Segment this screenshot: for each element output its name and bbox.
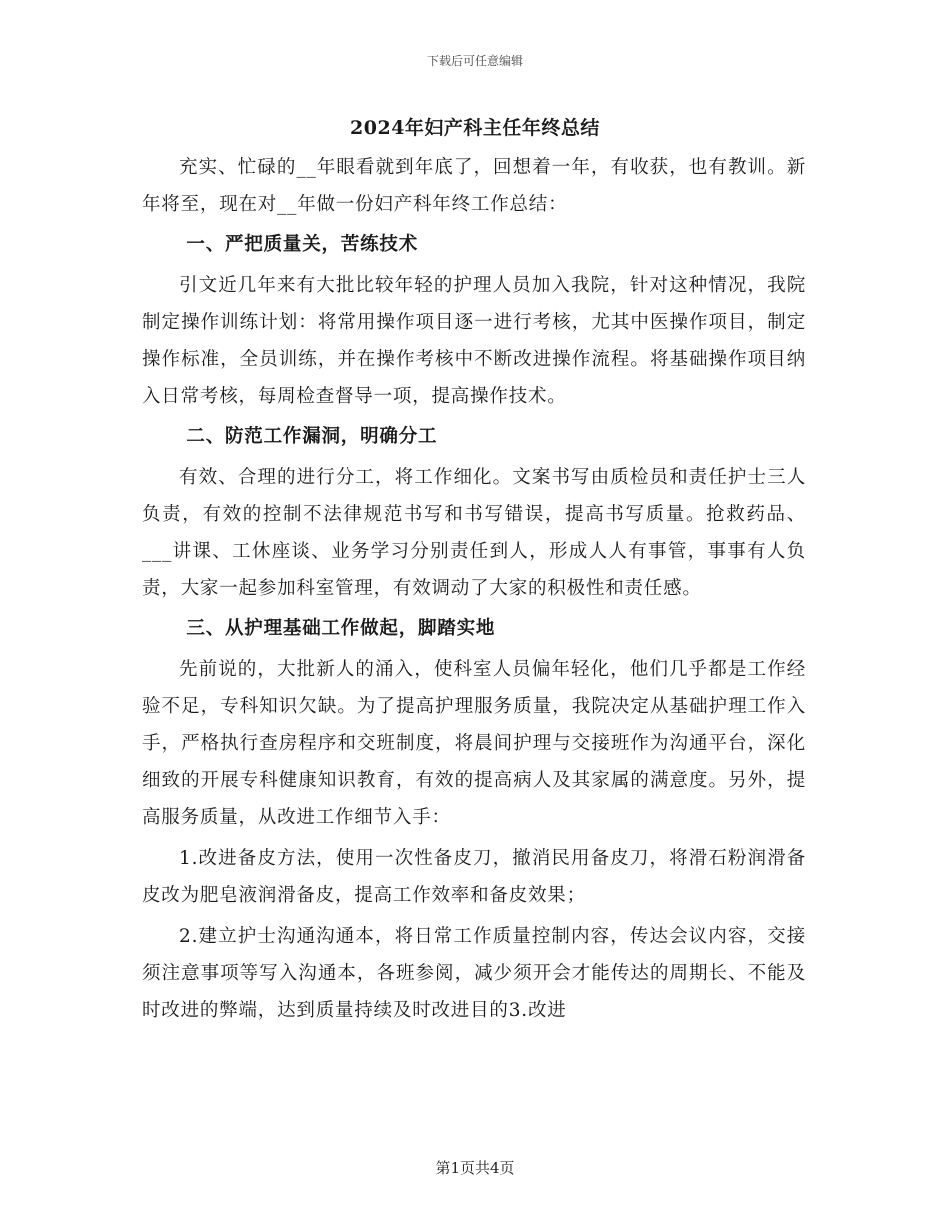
section-heading-3: 三、从护理基础工作做起，脚踏实地	[186, 618, 496, 639]
list-item-2: 2.建立护士沟通沟通本，将日常工作质量控制内容，传达会议内容，交接须注意事项等写入沟通本，各班参阅，减少须开会才能传达的周期长、不能及时改进的弊端，达到质量持续及时改进目的3.改进	[142, 926, 806, 1021]
document-body	[142, 149, 806, 1029]
section-3-paragraph: 先前说的，大批新人的涌入，使科室人员偏年轻化，他们几乎都是工作经验不足，专科知识欠缺。为了提高护理服务质量，我院决定从基础护理工作入手，严格执行查房程序和交班制度，将晨间护理与交接班作为沟通平台，深化细致的开展专科健康知识教育，有效的提高病人及其家属的满意度。另外，提高服务质量，从改进工作细节入手：	[142, 659, 806, 828]
document-title: 2024年妇产科主任年终总结	[350, 117, 600, 139]
intro-paragraph: 充实、忙碌的__年眼看就到年底了，回想着一年，有收获，也有教训。新年将至，现在对__年做一份妇产科年终工作总结：	[142, 157, 806, 215]
header-note: 下载后可任意编辑	[426, 54, 523, 68]
section-heading-1: 一、严把质量关，苦练技术	[186, 234, 418, 255]
section-2-paragraph: 有效、合理的进行分工，将工作细化。文案书写由质检员和责任护士三人负责，有效的控制不法律规范书写和书写错误，提高书写质量。抢救药品、___讲课、工休座谈、业务学习分别责任到人，形成人人有事管，事事有人负责，大家一起参加科室管理，有效调动了大家的积极性和责任感。	[142, 467, 806, 599]
section-heading-2: 二、防范工作漏洞，明确分工	[186, 426, 438, 447]
section-1-paragraph: 引文近几年来有大批比较年轻的护理人员加入我院，针对这种情况，我院制定操作训练计划：将常用操作项目逐一进行考核，尤其中医操作项目，制定操作标准，全员训练，并在操作考核中不断改进操作流程。将基础操作项目纳入日常考核，每周检查督导一项，提高操作技术。	[142, 275, 806, 407]
page-number: 第1页共4页	[435, 1159, 515, 1177]
list-item-1: 1.改进备皮方法，使用一次性备皮刀，撤消民用备皮刀，将滑石粉润滑备皮改为肥皂液润滑备皮，提高工作效率和备皮效果；	[142, 848, 806, 906]
